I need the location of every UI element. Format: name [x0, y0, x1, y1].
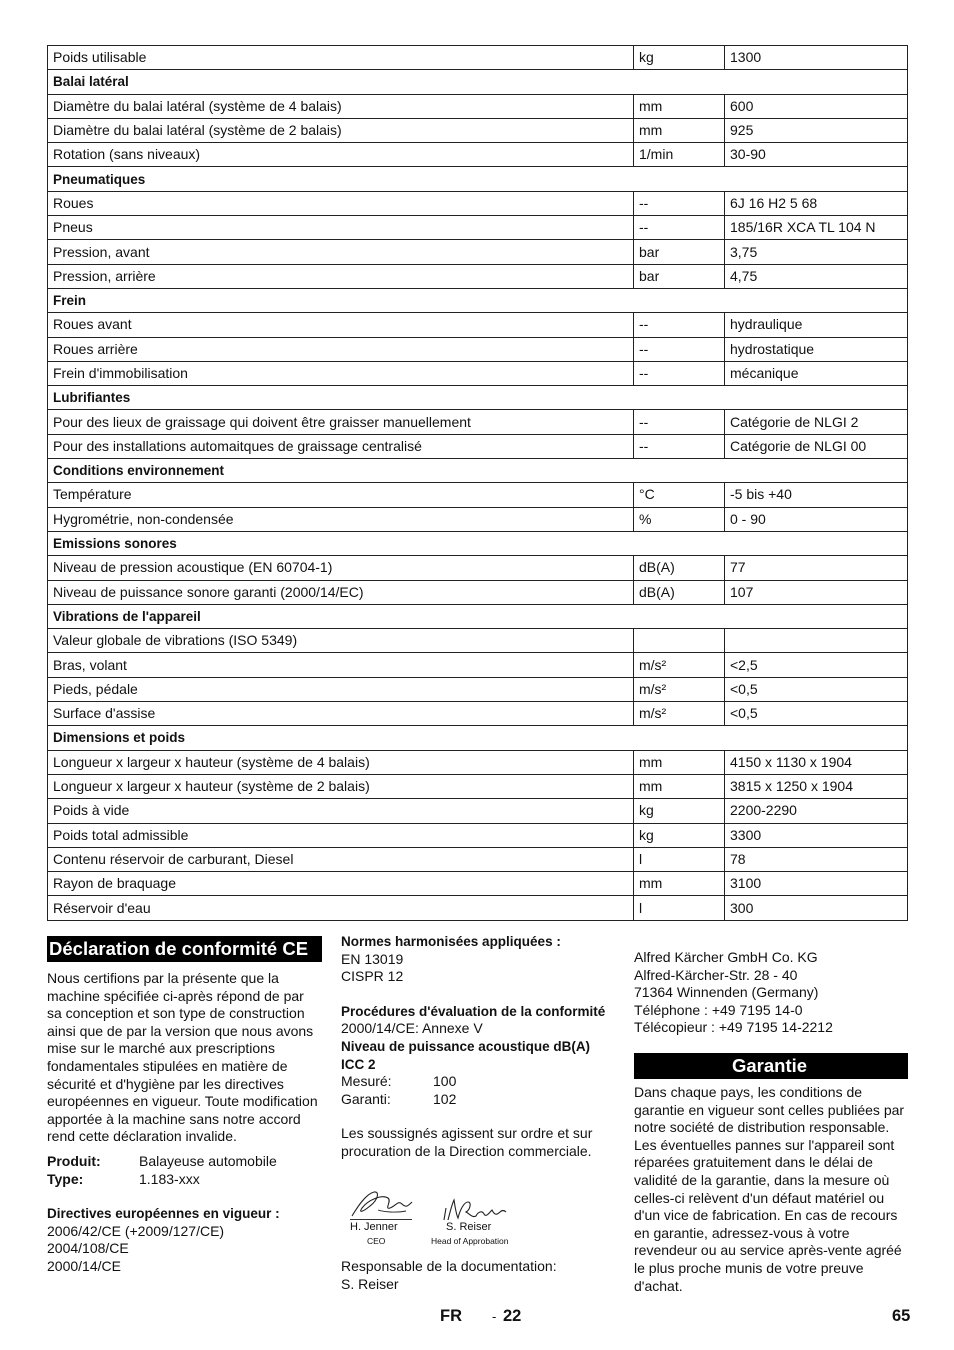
- procedures-value: 2000/14/CE: Annexe V: [341, 1020, 483, 1037]
- cell-unit: mm: [634, 872, 725, 896]
- cell-label: Pieds, pédale: [48, 677, 634, 701]
- footer-section-page: 22: [503, 1307, 522, 1325]
- table-row: [48, 434, 908, 458]
- cell-value: <2,5: [725, 653, 908, 677]
- cell-label: Niveau de puissance sonore garanti (2000/14/EC): [48, 580, 634, 604]
- cell-unit: --: [634, 337, 725, 361]
- table-row: [48, 653, 908, 677]
- section-title: Lubrifiantes: [48, 386, 908, 410]
- table-row: [48, 774, 908, 798]
- cell-value: <0,5: [725, 702, 908, 726]
- address-line: 71364 Winnenden (Germany): [634, 984, 819, 1001]
- cell-unit: dB(A): [634, 580, 725, 604]
- cell-label: Frein d'immobilisation: [48, 361, 634, 385]
- procedures-heading: Procédures d'évaluation de la conformité: [341, 1003, 606, 1019]
- section-title: Dimensions et poids: [48, 726, 908, 750]
- cell-value: 3,75: [725, 240, 908, 264]
- cell-label: Pour des installations automaitques de graissage centralisé: [48, 434, 634, 458]
- cell-unit: %: [634, 507, 725, 531]
- page-number: 65: [892, 1307, 911, 1325]
- cell-label: Pression, avant: [48, 240, 634, 264]
- section-title: Vibrations de l'appareil: [48, 604, 908, 628]
- address-line: Alfred Kärcher GmbH Co. KG: [634, 949, 818, 965]
- table-row: [48, 143, 908, 167]
- cell-label: Valeur globale de vibrations (ISO 5349): [48, 629, 634, 653]
- table-section-row: [48, 70, 908, 94]
- norms-column: [341, 933, 616, 1161]
- cell-value: 77: [725, 556, 908, 580]
- cell-value: Catégorie de NLGI 00: [725, 434, 908, 458]
- cell-unit: --: [634, 216, 725, 240]
- address-line: Téléphone : +49 7195 14-0: [634, 1001, 803, 1018]
- table-row: [48, 313, 908, 337]
- technical-data-body: [48, 46, 908, 921]
- table-section-row: [48, 604, 908, 628]
- cell-value: 4150 x 1130 x 1904: [725, 750, 908, 774]
- cell-unit: --: [634, 410, 725, 434]
- cell-value: 78: [725, 847, 908, 871]
- cell-value: 6J 16 H2 5 68: [725, 191, 908, 215]
- table-row: [48, 216, 908, 240]
- cell-label: Rotation (sans niveaux): [48, 143, 634, 167]
- product-label: Produit:: [47, 1152, 101, 1169]
- cell-value: 30-90: [725, 143, 908, 167]
- section-title: Pneumatiques: [48, 167, 908, 191]
- cell-label: Surface d'assise: [48, 702, 634, 726]
- table-row: [48, 410, 908, 434]
- warranty-heading: Garantie: [634, 1053, 908, 1079]
- table-row: [48, 337, 908, 361]
- table-row: [48, 507, 908, 531]
- cell-label: Diamètre du balai latéral (système de 2 balais): [48, 118, 634, 142]
- cell-label: Pneus: [48, 216, 634, 240]
- cell-unit: bar: [634, 240, 725, 264]
- cell-label: Pression, arrière: [48, 264, 634, 288]
- cell-value: 3100: [725, 872, 908, 896]
- table-section-row: [48, 726, 908, 750]
- cell-unit: --: [634, 434, 725, 458]
- cell-unit: dB(A): [634, 556, 725, 580]
- table-row: [48, 580, 908, 604]
- cell-unit: mm: [634, 118, 725, 142]
- cell-value: 600: [725, 94, 908, 118]
- signatories-text: Les soussignés agissent sur ordre et sur procuration de la Direction commerciale.: [341, 1125, 593, 1159]
- cell-label: Longueur x largeur x hauteur (système de 2 balais): [48, 774, 634, 798]
- cell-label: Roues arrière: [48, 337, 634, 361]
- cell-label: Rayon de braquage: [48, 872, 634, 896]
- cell-value: 3300: [725, 823, 908, 847]
- cell-unit: m/s²: [634, 702, 725, 726]
- cell-label: Niveau de pression acoustique (EN 60704-1): [48, 556, 634, 580]
- table-row: [48, 896, 908, 920]
- directive-item: 2004/108/CE: [47, 1240, 129, 1257]
- directive-item: 2006/42/CE (+2009/127/CE): [47, 1222, 225, 1239]
- table-section-row: [48, 288, 908, 312]
- declaration-column: [47, 936, 322, 1276]
- sig1-title: CEO: [367, 1236, 386, 1246]
- cell-unit: mm: [634, 774, 725, 798]
- cell-unit: mm: [634, 94, 725, 118]
- table-row: [48, 191, 908, 215]
- table-row: [48, 847, 908, 871]
- cell-value: 2200-2290: [725, 799, 908, 823]
- table-section-row: [48, 531, 908, 555]
- right-column: [634, 949, 908, 1295]
- sig2-title: Head of Approbation: [431, 1236, 509, 1246]
- cell-label: Roues avant: [48, 313, 634, 337]
- table-section-row: [48, 386, 908, 410]
- cell-value: 185/16R XCA TL 104 N: [725, 216, 908, 240]
- cell-value: 107: [725, 580, 908, 604]
- product-row: [47, 1153, 322, 1171]
- declaration-heading: Déclaration de conformité CE: [47, 936, 322, 962]
- signature-reiser: [440, 1196, 510, 1224]
- type-row: [47, 1171, 322, 1189]
- guaranteed-row: [341, 1091, 616, 1109]
- norm-item: CISPR 12: [341, 968, 404, 985]
- cell-value: hydraulique: [725, 313, 908, 337]
- cell-value: 925: [725, 118, 908, 142]
- cell-value: [725, 629, 908, 653]
- table-row: [48, 264, 908, 288]
- table-row: [48, 118, 908, 142]
- section-title: Emissions sonores: [48, 531, 908, 555]
- cell-label: Réservoir d'eau: [48, 896, 634, 920]
- cell-value: <0,5: [725, 677, 908, 701]
- table-row: [48, 799, 908, 823]
- guaranteed-value: 102: [433, 1090, 457, 1107]
- table-row: [48, 556, 908, 580]
- type-label: Type:: [47, 1170, 84, 1187]
- cell-unit: bar: [634, 264, 725, 288]
- table-row: [48, 677, 908, 701]
- cell-value: mécanique: [725, 361, 908, 385]
- doc-responsible-label: Responsable de la documentation:: [341, 1258, 557, 1274]
- cell-unit: kg: [634, 46, 725, 70]
- cell-label: Diamètre du balai latéral (système de 4 balais): [48, 94, 634, 118]
- cell-label: Poids utilisable: [48, 46, 634, 70]
- cell-value: hydrostatique: [725, 337, 908, 361]
- section-title: Frein: [48, 288, 908, 312]
- cell-label: Poids total admissible: [48, 823, 634, 847]
- footer-language: FR: [440, 1307, 462, 1325]
- cell-unit: [634, 629, 725, 653]
- declaration-body: Nous certifions par la présente que la machine spécifiée ci-après répond de par sa conception et son type de construction ainsi que de par la version que nous avons mise sur le marché aux prescriptions fondamentales stipulées en matière de sécurité et d'hygiène par les directives européennes en vigueur. Toute modification apportée à la machine sans notre accord rend cette déclaration invalide.: [47, 970, 318, 1145]
- signature-jenner: [348, 1186, 416, 1222]
- type-value: 1.183-xxx: [139, 1170, 200, 1187]
- table-row: [48, 46, 908, 70]
- sig2-name: S. Reiser: [446, 1221, 492, 1233]
- measured-row: [341, 1073, 616, 1091]
- measured-value: 100: [433, 1073, 457, 1090]
- table-row: [48, 240, 908, 264]
- norms-heading: Normes harmonisées appliquées :: [341, 934, 561, 949]
- cell-value: -5 bis +40: [725, 483, 908, 507]
- section-title: Balai latéral: [48, 70, 908, 94]
- table-row: [48, 872, 908, 896]
- cell-unit: 1/min: [634, 143, 725, 167]
- sig1-name: H. Jenner: [350, 1221, 398, 1233]
- table-row: [48, 629, 908, 653]
- footer-separator: -: [492, 1309, 497, 1324]
- address-line: Alfred-Kärcher-Str. 28 - 40: [634, 966, 798, 983]
- cell-unit: m/s²: [634, 677, 725, 701]
- directives-heading: Directives européennes en vigueur :: [47, 1206, 280, 1222]
- cell-value: 0 - 90: [725, 507, 908, 531]
- cell-value: 1300: [725, 46, 908, 70]
- section-title: Conditions environnement: [48, 459, 908, 483]
- address-line: Télécopieur : +49 7195 14-2212: [634, 1019, 833, 1036]
- cell-value: 3815 x 1250 x 1904: [725, 774, 908, 798]
- cell-value: 300: [725, 896, 908, 920]
- cell-label: Température: [48, 483, 634, 507]
- table-row: [48, 750, 908, 774]
- table-row: [48, 361, 908, 385]
- product-value: Balayeuse automobile: [139, 1152, 277, 1169]
- cell-label: Longueur x largeur x hauteur (système de 4 balais): [48, 750, 634, 774]
- directive-item: 2000/14/CE: [47, 1257, 121, 1274]
- cell-value: 4,75: [725, 264, 908, 288]
- cell-unit: m/s²: [634, 653, 725, 677]
- table-row: [48, 94, 908, 118]
- norm-item: EN 13019: [341, 950, 404, 967]
- doc-responsible: [341, 1258, 616, 1293]
- cell-label: Bras, volant: [48, 653, 634, 677]
- measured-label: Mesuré:: [341, 1073, 392, 1090]
- cell-label: Contenu réservoir de carburant, Diesel: [48, 847, 634, 871]
- cell-unit: l: [634, 896, 725, 920]
- cell-label: Poids à vide: [48, 799, 634, 823]
- cell-value: Catégorie de NLGI 2: [725, 410, 908, 434]
- cell-unit: --: [634, 313, 725, 337]
- cell-unit: --: [634, 191, 725, 215]
- cell-unit: °C: [634, 483, 725, 507]
- table-section-row: [48, 167, 908, 191]
- noise-heading: Niveau de puissance acoustique dB(A) ICC 2: [341, 1038, 591, 1072]
- table-row: [48, 823, 908, 847]
- warranty-body: Dans chaque pays, les conditions de garantie en vigueur sont celles publiées par notre société de distribution responsable. Les éventuelles pannes sur l'appareil sont réparées gratuitement dans le délai de validité de la garantie, dans la mesure où celles-ci relèvent d'un défaut matériel ou d'un vice de fabrication. En cas de recours en garantie, adressez-vous à votre revendeur ou au service après-vente agréé le plus proche munis de votre preuve d'achat.: [634, 1083, 905, 1294]
- signature-line: [350, 1219, 412, 1220]
- cell-label: Pour des lieux de graissage qui doivent être graisser manuellement: [48, 410, 634, 434]
- table-row: [48, 483, 908, 507]
- cell-unit: kg: [634, 823, 725, 847]
- cell-unit: kg: [634, 799, 725, 823]
- cell-label: Hygrométrie, non-condensée: [48, 507, 634, 531]
- cell-unit: --: [634, 361, 725, 385]
- cell-unit: mm: [634, 750, 725, 774]
- guaranteed-label: Garanti:: [341, 1090, 391, 1107]
- doc-responsible-name: S. Reiser: [341, 1275, 399, 1292]
- table-row: [48, 702, 908, 726]
- cell-unit: l: [634, 847, 725, 871]
- technical-data-table: [47, 45, 908, 921]
- cell-label: Roues: [48, 191, 634, 215]
- table-section-row: [48, 459, 908, 483]
